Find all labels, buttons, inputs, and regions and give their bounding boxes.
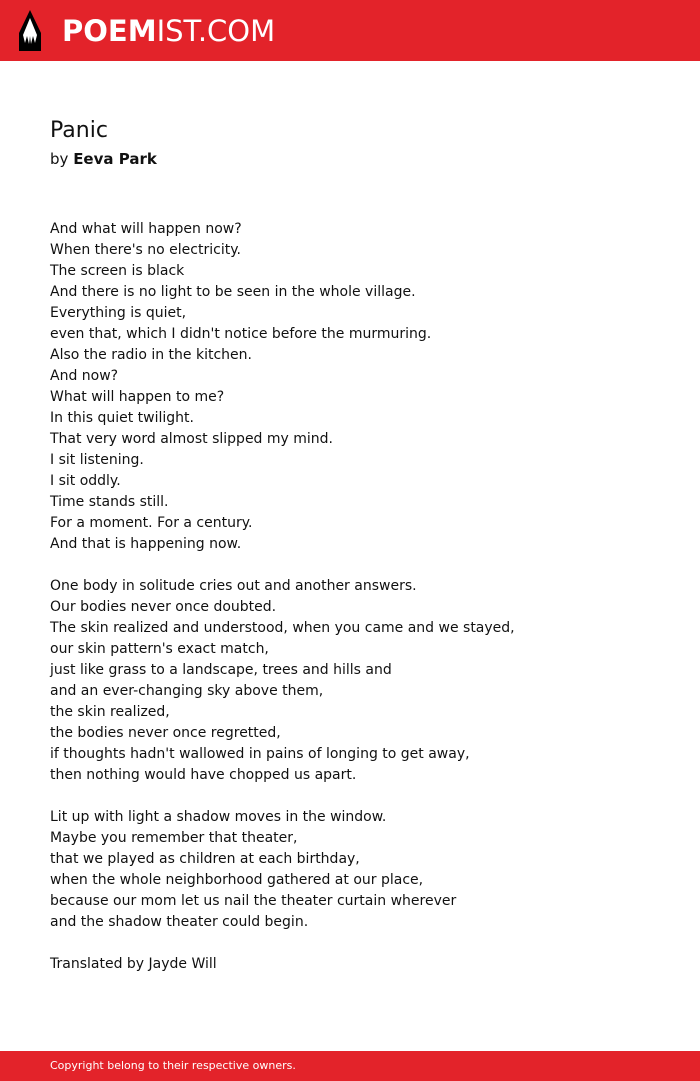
poem-line: that we played as children at each birthday,	[50, 851, 360, 867]
poem-line: For a moment. For a century.	[50, 515, 253, 531]
poem-line: because our mom let us nail the theater curtain wherever	[50, 893, 457, 909]
poem-line: and the shadow theater could begin.	[50, 914, 309, 930]
poem-line: even that, which I didn't notice before the murmuring.	[50, 326, 432, 342]
poem-line: One body in solitude cries out and another answers.	[50, 578, 417, 594]
poem-line: Everything is quiet,	[50, 305, 187, 321]
poem-line: I sit oddly.	[50, 473, 121, 489]
poem-line: I sit listening.	[50, 452, 144, 468]
poem-title: Panic	[50, 118, 108, 143]
poem-line: The screen is black	[50, 263, 185, 279]
stanza-gap	[50, 555, 670, 576]
poem-byline	[50, 148, 157, 170]
stanza-gap	[50, 786, 670, 807]
poem-line: And there is no light to be seen in the whole village.	[50, 284, 416, 300]
poem-line: Maybe you remember that theater,	[50, 830, 298, 846]
copyright-notice: Copyright belong to their respective owners.	[50, 1059, 296, 1072]
poem-line: And now?	[50, 368, 119, 384]
poem-line: When there's no electricity.	[50, 242, 241, 258]
poem-line: Lit up with light a shadow moves in the window.	[50, 809, 387, 825]
poem-line: Time stands still.	[50, 494, 169, 510]
site-logo[interactable]	[62, 11, 275, 51]
poem-line: In this quiet twilight.	[50, 410, 194, 426]
poem-line: And what will happen now?	[50, 221, 242, 237]
poem-stanza	[50, 807, 670, 933]
poem-line: Also the radio in the kitchen.	[50, 347, 252, 363]
poem-line: the skin realized,	[50, 704, 170, 720]
poem-stanza	[50, 576, 670, 786]
pen-nib-icon[interactable]	[16, 9, 44, 52]
poem-line: The skin realized and understood, when you came and we stayed,	[50, 620, 515, 636]
poem-author: Eeva Park	[73, 150, 157, 168]
poem-stanza	[50, 954, 670, 975]
poem-line: And that is happening now.	[50, 536, 242, 552]
logo-bold-text: POEM	[62, 14, 157, 48]
poem-line: then nothing would have chopped us apart.	[50, 767, 357, 783]
stanza-gap	[50, 933, 670, 954]
poem-line: Translated by Jayde Will	[50, 956, 217, 972]
poem-line: Our bodies never once doubted.	[50, 599, 277, 615]
poem-line: and an ever-changing sky above them,	[50, 683, 324, 699]
poem-line: That very word almost slipped my mind.	[50, 431, 334, 447]
site-footer	[0, 1051, 700, 1081]
site-header	[0, 0, 700, 61]
poem-stanza	[50, 219, 670, 555]
by-label: by	[50, 150, 69, 168]
poem-line: What will happen to me?	[50, 389, 225, 405]
poem-line: just like grass to a landscape, trees and hills and	[50, 662, 392, 678]
logo-light-text: IST.COM	[156, 14, 276, 48]
poem-line: our skin pattern's exact match,	[50, 641, 269, 657]
poem-line: if thoughts hadn't wallowed in pains of longing to get away,	[50, 746, 470, 762]
poem-body	[50, 219, 670, 975]
poem-line: when the whole neighborhood gathered at our place,	[50, 872, 424, 888]
poem-line: the bodies never once regretted,	[50, 725, 281, 741]
